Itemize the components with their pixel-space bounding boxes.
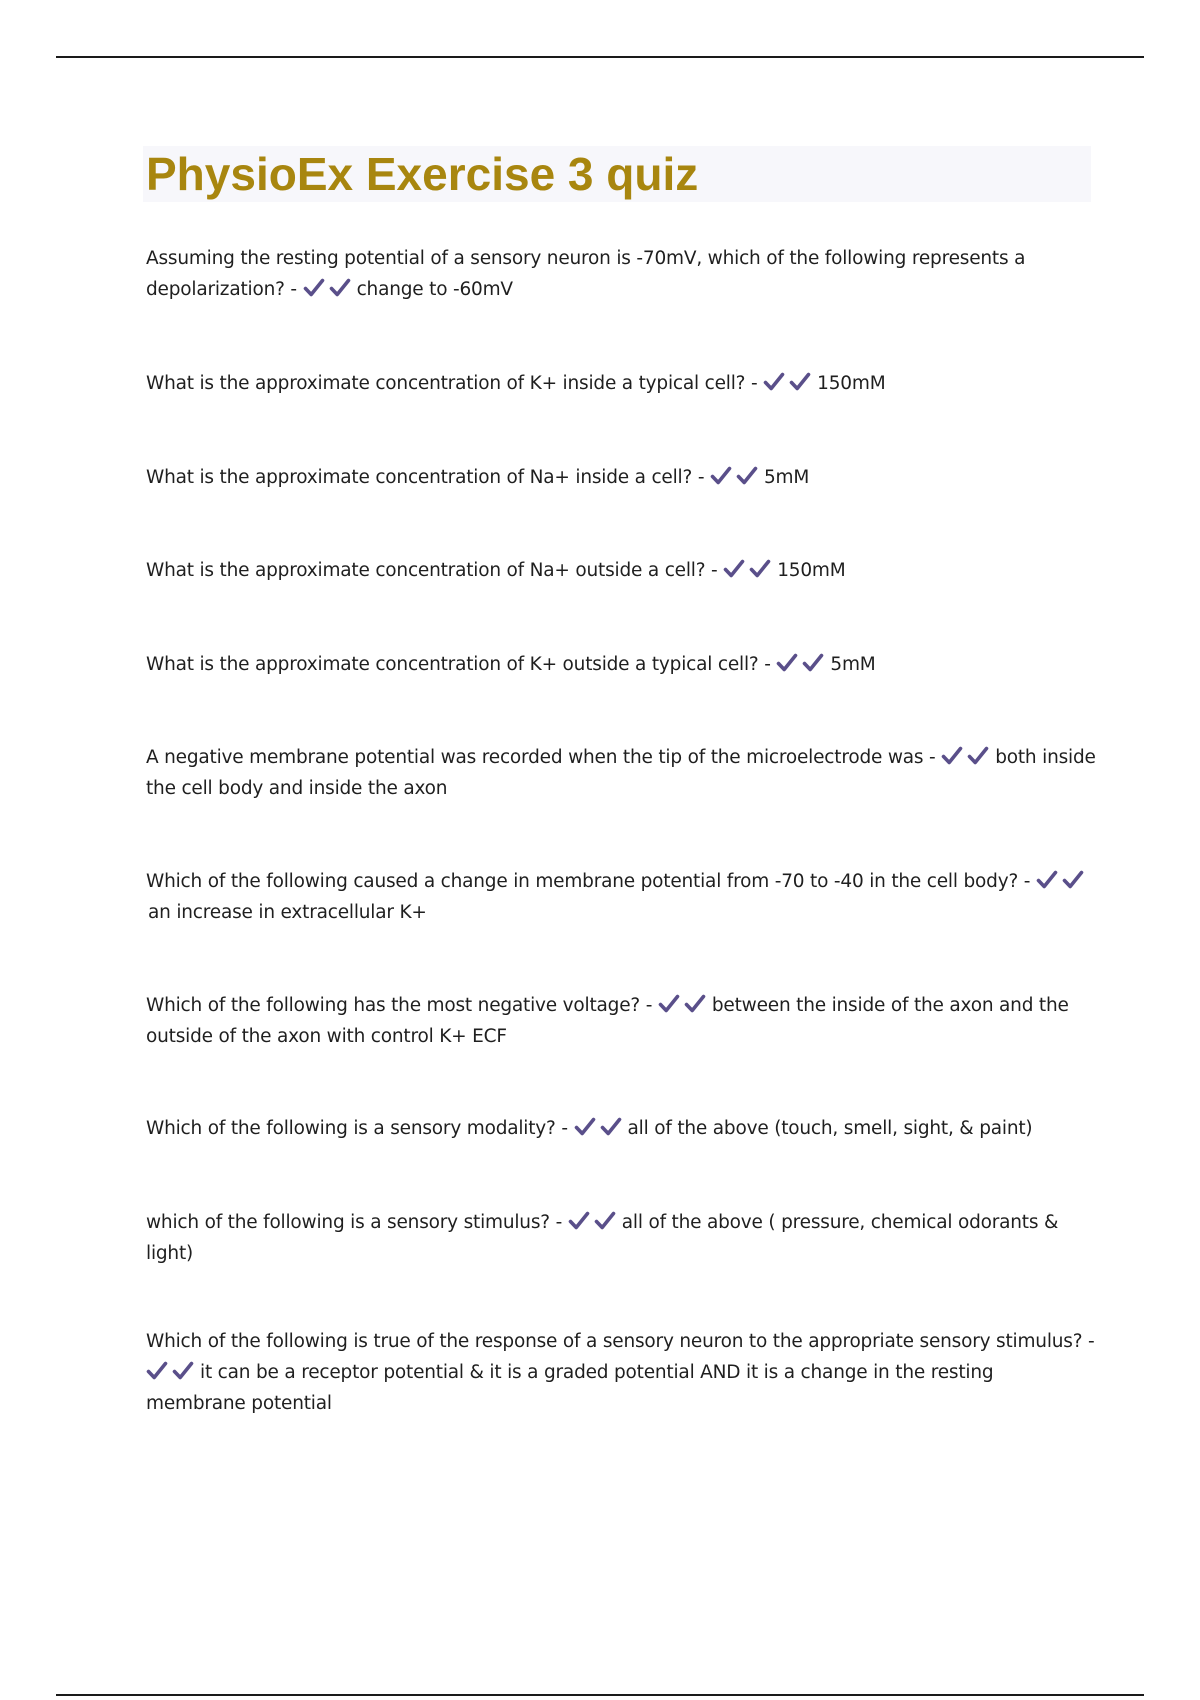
check-icon	[1036, 869, 1058, 891]
question-text: What is the approximate concentration of K+ inside a typical cell?	[146, 373, 746, 394]
question-text: A negative membrane potential was recorded when the tip of the microelectrode was	[146, 747, 924, 768]
answer-text: both inside the cell body and inside the axon	[146, 747, 1096, 799]
question-text: Which of the following has the most negative voltage?	[146, 995, 641, 1016]
qa-item	[146, 866, 1096, 928]
check-icon	[684, 993, 706, 1015]
answer-text: 150mM	[777, 560, 846, 581]
check-icon	[146, 1360, 168, 1382]
check-icon	[594, 1210, 616, 1232]
check-icon	[600, 1116, 622, 1138]
answer-text: an increase in extracellular K+	[148, 902, 427, 923]
check-icon	[329, 277, 351, 299]
check-icon	[710, 465, 732, 487]
answer-text: all of the above ( pressure, chemical odorants & light)	[146, 1212, 1059, 1264]
check-icon	[303, 277, 325, 299]
qa-separator: -	[555, 1212, 563, 1233]
qa-item	[146, 649, 1096, 680]
check-icon	[723, 558, 745, 580]
qa-separator: -	[290, 279, 297, 300]
check-icon	[789, 371, 811, 393]
qa-separator: -	[750, 373, 758, 394]
question-text: which of the following is a sensory stimulus?	[146, 1212, 550, 1233]
qa-item	[146, 1207, 1096, 1269]
answer-text: 5mM	[763, 467, 810, 488]
answer-text: between the inside of the axon and the outside of the axon with control K+ ECF	[146, 995, 1069, 1047]
check-icon	[763, 371, 785, 393]
check-icon	[802, 652, 824, 674]
qa-item	[146, 1326, 1096, 1419]
qa-item	[146, 555, 1096, 586]
check-icon	[736, 465, 758, 487]
qa-item	[146, 742, 1096, 804]
answer-text: change to -60mV	[356, 279, 513, 300]
question-text: Which of the following is a sensory modality?	[146, 1118, 556, 1139]
qa-item	[146, 1113, 1096, 1144]
check-icon	[574, 1116, 596, 1138]
check-icon	[776, 652, 798, 674]
answer-text: 5mM	[830, 654, 876, 675]
question-text: What is the approximate concentration of Na+ outside a cell?	[146, 560, 706, 581]
qa-separator: -	[561, 1118, 568, 1139]
check-icon	[1062, 869, 1084, 891]
qa-separator: -	[697, 467, 705, 488]
answer-text: all of the above (touch, smell, sight, & paint)	[627, 1118, 1033, 1139]
qa-separator: -	[711, 560, 718, 581]
bottom-rule	[56, 1694, 1144, 1696]
question-text: What is the approximate concentration of K+ outside a typical cell?	[146, 654, 759, 675]
answer-text: it can be a receptor potential & it is a graded potential AND it is a change in the resting membrane potential	[146, 1362, 994, 1414]
question-text: What is the approximate concentration of Na+ inside a cell?	[146, 467, 693, 488]
qa-item	[146, 243, 1096, 305]
question-text: Which of the following caused a change in membrane potential from -70 to -40 in the cell body?	[146, 871, 1019, 892]
qa-separator: -	[929, 747, 936, 768]
check-icon	[749, 558, 771, 580]
qa-item	[146, 462, 1096, 493]
check-icon	[658, 993, 680, 1015]
check-icon	[172, 1360, 194, 1382]
qa-separator: -	[764, 654, 771, 675]
qa-item	[146, 990, 1096, 1052]
question-text: Which of the following is true of the response of a sensory neuron to the appropriate sensory stimulus?	[146, 1331, 1083, 1352]
top-rule	[56, 56, 1144, 58]
check-icon	[967, 745, 989, 767]
check-icon	[568, 1210, 590, 1232]
question-text: Assuming the resting potential of a sensory neuron is -70mV, which of the following represents a depolarization?	[146, 248, 1026, 300]
qa-separator: -	[1088, 1331, 1095, 1352]
qa-separator: -	[645, 995, 653, 1016]
check-icon	[941, 745, 963, 767]
page-title: PhysioEx Exercise 3 quiz	[146, 148, 699, 200]
qa-separator: -	[1023, 871, 1031, 892]
qa-item	[146, 368, 1096, 399]
answer-text: 150mM	[817, 373, 886, 394]
